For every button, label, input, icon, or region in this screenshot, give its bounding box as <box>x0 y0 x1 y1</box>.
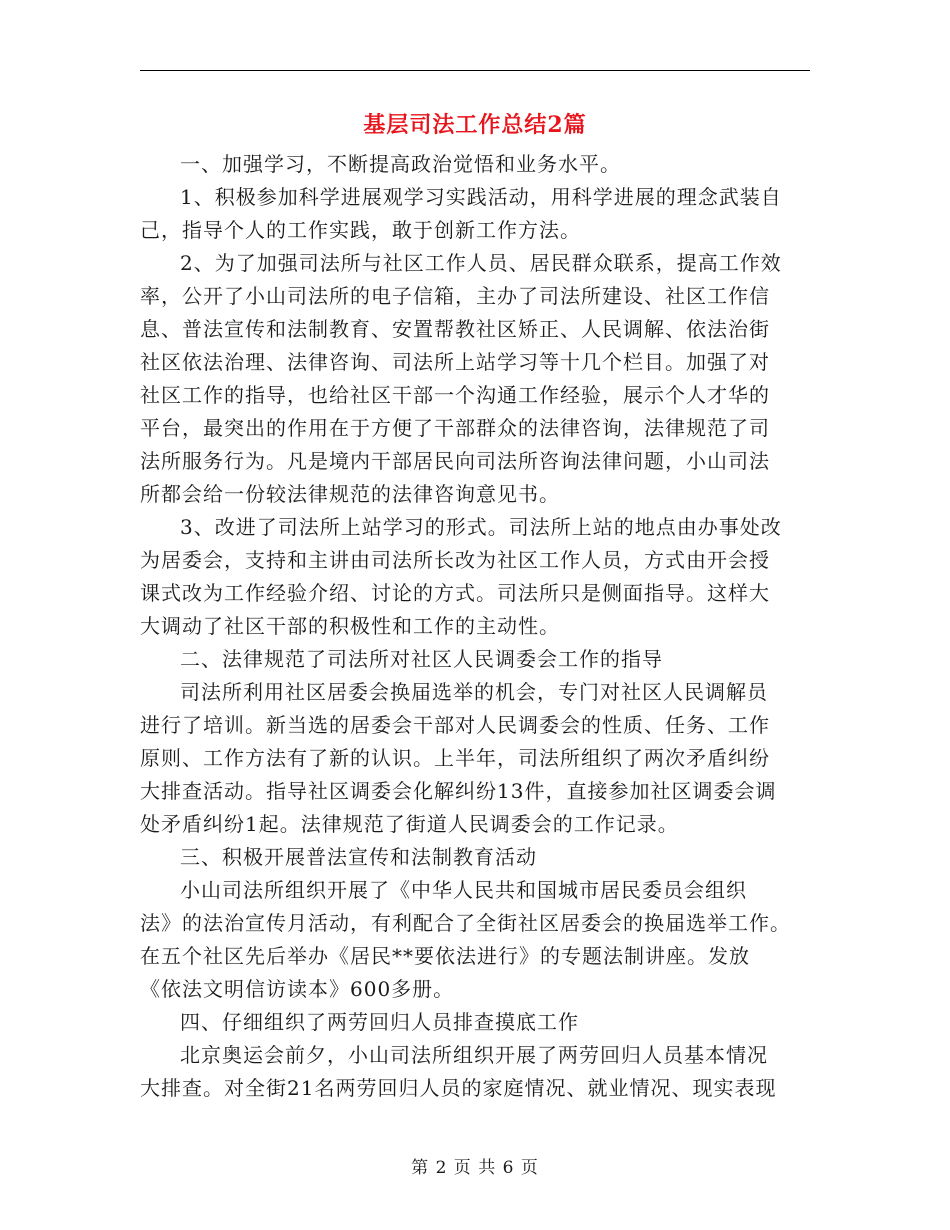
text-line: 在五个社区先后举办《居民**要依法进行》的专题法制讲座。发放 <box>140 944 750 968</box>
text-line: 四、仔细组织了两劳回归人员排查摸底工作 <box>180 1010 579 1034</box>
text-line: 小山司法所组织开展了《中华人民共和国城市居民委员会组织 <box>180 878 747 902</box>
text-line: 平台，最突出的作用在于方便了干部群众的法律咨询，法律规范了司 <box>140 416 770 440</box>
text-line: 率，公开了小山司法所的电子信箱，主办了司法所建设、社区工作信 <box>140 284 770 308</box>
text-line: 2、为了加强司法所与社区工作人员、居民群众联系，提高工作效 <box>180 251 782 275</box>
text-line: 一、加强学习，不断提高政治觉悟和业务水平。 <box>180 152 621 176</box>
header-rule <box>140 70 810 71</box>
text-line: 己，指导个人的工作实践，敢于创新工作方法。 <box>140 218 581 242</box>
text-line: 社区工作的指导，也给社区干部一个沟通工作经验，展示个人才华的 <box>140 383 770 407</box>
text-line: 进行了培训。新当选的居委会干部对人民调委会的性质、任务、工作 <box>140 713 770 737</box>
text-line: 法所服务行为。凡是境内干部居民向司法所咨询法律问题，小山司法 <box>140 449 770 473</box>
text-line: 大排查。对全街21名两劳回归人员的家庭情况、就业情况、现实表现 <box>140 1076 777 1100</box>
text-line: 大排查活动。指导社区调委会化解纠纷13件，直接参加社区调委会调 <box>140 779 777 803</box>
text-line: 二、法律规范了司法所对社区人民调委会工作的指导 <box>180 647 663 671</box>
text-line: 息、普法宣传和法制教育、安置帮教社区矫正、人民调解、依法治街 <box>140 317 770 341</box>
document-title: 基层司法工作总结2篇 <box>363 112 587 138</box>
text-line: 大调动了社区干部的积极性和工作的主动性。 <box>140 614 560 638</box>
text-line: 三、积极开展普法宣传和法制教育活动 <box>180 845 537 869</box>
text-line: 处矛盾纠纷1起。法律规范了街道人民调委会的工作记录。 <box>140 812 679 836</box>
text-line: 3、改进了司法所上站学习的形式。司法所上站的地点由办事处改 <box>180 515 782 539</box>
text-line: 北京奥运会前夕，小山司法所组织开展了两劳回归人员基本情况 <box>180 1043 768 1067</box>
document-body <box>140 148 810 1105</box>
text-line: 《依法文明信访读本》600多册。 <box>140 977 455 1001</box>
text-line: 所都会给一份较法律规范的法律咨询意见书。 <box>140 482 560 506</box>
text-line: 为居委会，支持和主讲由司法所长改为社区工作人员，方式由开会授 <box>140 548 770 572</box>
text-line: 课式改为工作经验介绍、讨论的方式。司法所只是侧面指导。这样大 <box>140 581 770 605</box>
page-footer: 第 2 页 共 6 页 <box>411 1158 539 1178</box>
text-line: 社区依法治理、法律咨询、司法所上站学习等十几个栏目。加强了对 <box>140 350 770 374</box>
text-line: 司法所利用社区居委会换届选举的机会，专门对社区人民调解员 <box>180 680 768 704</box>
text-line: 法》的法治宣传月活动，有利配合了全街社区居委会的换届选举工作。 <box>140 911 791 935</box>
text-line: 原则、工作方法有了新的认识。上半年，司法所组织了两次矛盾纠纷 <box>140 746 770 770</box>
text-line: 1、积极参加科学进展观学习实践活动，用科学进展的理念武装自 <box>180 185 782 209</box>
